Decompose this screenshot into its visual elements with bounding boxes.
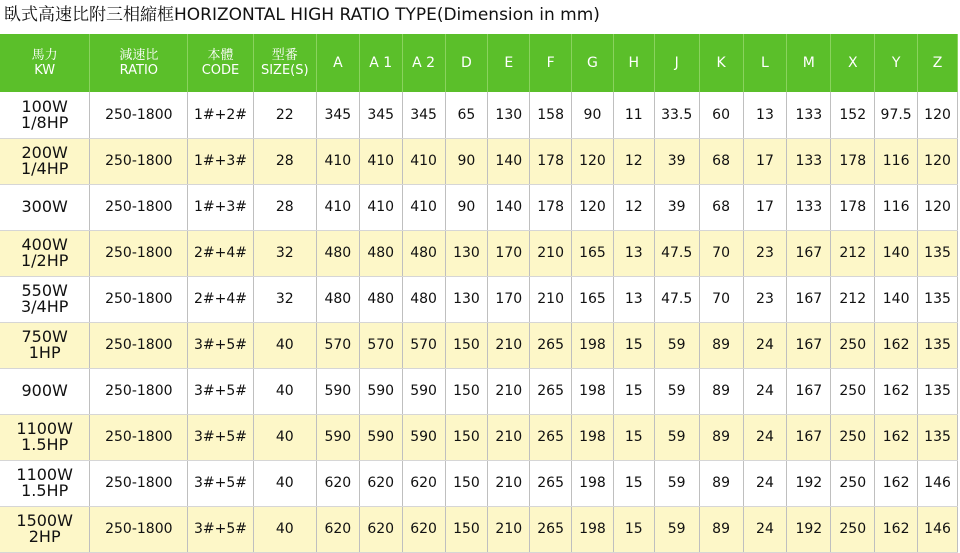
table-row	[0, 230, 958, 276]
table-cell: 12	[613, 184, 654, 230]
table-cell: 2#+4#	[188, 230, 253, 276]
power-text: 550W	[21, 281, 68, 300]
table-cell: 178	[831, 184, 875, 230]
table-cell: 410	[316, 184, 359, 230]
table-cell: 22	[253, 92, 316, 138]
power-text: 2HP	[28, 527, 61, 546]
table-cell: 13	[613, 276, 654, 322]
table-cell: 265	[530, 368, 572, 414]
table-cell: 135	[918, 230, 958, 276]
header-text: 減速比	[119, 48, 159, 63]
table-cell: 590	[316, 414, 359, 460]
table-cell: 40	[253, 322, 316, 368]
power-cell	[0, 230, 90, 276]
column-header	[445, 34, 488, 92]
page-title: 臥式高速比附三相縮框HORIZONTAL HIGH RATIO TYPE(Dimension in mm)	[4, 5, 600, 25]
power-cell	[0, 184, 90, 230]
table-cell: 198	[572, 414, 614, 460]
table-cell: 90	[445, 184, 488, 230]
table-cell: 146	[918, 506, 958, 552]
table-cell: 265	[530, 460, 572, 506]
power-text: 1/8HP	[20, 112, 69, 132]
table-cell: 480	[316, 276, 359, 322]
table-cell: 120	[918, 138, 958, 184]
table-cell: 480	[359, 230, 402, 276]
table-row	[0, 414, 958, 460]
table-cell: 250-1800	[90, 506, 188, 552]
table-cell: 620	[402, 460, 445, 506]
table-cell: 250-1800	[90, 414, 188, 460]
table-cell: 11	[613, 92, 654, 138]
table-cell: 140	[875, 276, 918, 322]
table-cell: 47.5	[654, 230, 699, 276]
table-cell: 192	[787, 506, 831, 552]
table-cell: 59	[654, 368, 699, 414]
table-cell: 89	[699, 414, 743, 460]
table-cell: 40	[253, 506, 316, 552]
column-header	[743, 34, 787, 92]
table-cell: 590	[359, 414, 402, 460]
column-header	[402, 34, 445, 92]
table-cell: 570	[359, 322, 402, 368]
table-cell: 250	[831, 506, 875, 552]
power-text: 400W	[21, 235, 68, 254]
table-cell: 480	[316, 230, 359, 276]
table-row	[0, 322, 958, 368]
table-cell: 250	[831, 414, 875, 460]
power-text: 1500W	[16, 511, 73, 530]
table-cell: 410	[359, 138, 402, 184]
table-cell: 130	[445, 276, 488, 322]
table-cell: 198	[572, 460, 614, 506]
table-cell: 59	[654, 460, 699, 506]
table-cell: 97.5	[875, 92, 918, 138]
table-cell: 178	[530, 138, 572, 184]
table-cell: 15	[613, 506, 654, 552]
table-cell: 17	[743, 138, 787, 184]
table-cell: 178	[530, 184, 572, 230]
table-cell: 265	[530, 506, 572, 552]
table-cell: 120	[572, 184, 614, 230]
table-cell: 23	[743, 230, 787, 276]
header-text: L	[761, 54, 769, 71]
header-text: M	[802, 54, 815, 71]
table-cell: 68	[699, 184, 743, 230]
column-header	[359, 34, 402, 92]
table-cell: 250	[831, 368, 875, 414]
power-cell	[0, 368, 90, 414]
table-cell: 210	[488, 460, 530, 506]
table-cell: 133	[787, 184, 831, 230]
table-cell: 116	[875, 138, 918, 184]
table-cell: 150	[445, 414, 488, 460]
power-text: 1/2HP	[20, 251, 69, 270]
table-cell: 120	[918, 184, 958, 230]
table-row	[0, 92, 958, 138]
table-cell: 59	[654, 506, 699, 552]
column-header	[572, 34, 614, 92]
table-cell: 90	[445, 138, 488, 184]
table-cell: 570	[316, 322, 359, 368]
table-cell: 162	[875, 506, 918, 552]
table-cell: 192	[787, 460, 831, 506]
table-cell: 28	[253, 138, 316, 184]
table-cell: 146	[918, 460, 958, 506]
table-cell: 70	[699, 230, 743, 276]
table-cell: 24	[743, 368, 787, 414]
table-cell: 3#+5#	[188, 506, 253, 552]
power-text: 900W	[21, 381, 68, 400]
table-cell: 210	[530, 230, 572, 276]
power-cell	[0, 460, 90, 506]
header-text: J	[674, 54, 679, 71]
table-cell: 15	[613, 414, 654, 460]
table-cell: 410	[402, 184, 445, 230]
table-cell: 250-1800	[90, 138, 188, 184]
power-text: 1/4HP	[20, 159, 69, 178]
table-row	[0, 184, 958, 230]
header-text: E	[504, 54, 514, 71]
table-cell: 178	[831, 138, 875, 184]
column-header	[875, 34, 918, 92]
table-cell: 150	[445, 506, 488, 552]
table-header-row	[0, 34, 958, 92]
table-cell: 167	[787, 414, 831, 460]
power-text: 200W	[21, 143, 68, 162]
table-cell: 210	[488, 506, 530, 552]
table-cell: 167	[787, 368, 831, 414]
table-cell: 89	[699, 460, 743, 506]
table-cell: 265	[530, 322, 572, 368]
table-cell: 620	[359, 506, 402, 552]
header-text: KW	[34, 63, 56, 78]
dimension-table	[0, 34, 958, 553]
table-cell: 410	[402, 138, 445, 184]
table-cell: 39	[654, 184, 699, 230]
table-cell: 89	[699, 506, 743, 552]
table-cell: 250-1800	[90, 460, 188, 506]
table-cell: 24	[743, 414, 787, 460]
table-cell: 33.5	[654, 92, 699, 138]
column-header	[654, 34, 699, 92]
table-cell: 15	[613, 368, 654, 414]
table-cell: 15	[613, 322, 654, 368]
table-cell: 590	[402, 368, 445, 414]
header-text: H	[628, 54, 640, 71]
table-cell: 2#+4#	[188, 276, 253, 322]
table-cell: 32	[253, 276, 316, 322]
table-cell: 167	[787, 276, 831, 322]
table-cell: 1#+3#	[188, 138, 253, 184]
header-text: A 1	[369, 54, 393, 71]
table-cell: 140	[875, 230, 918, 276]
table-cell: 250-1800	[90, 368, 188, 414]
column-header	[316, 34, 359, 92]
table-cell: 210	[488, 368, 530, 414]
table-cell: 89	[699, 368, 743, 414]
table-cell: 250-1800	[90, 322, 188, 368]
table-cell: 39	[654, 138, 699, 184]
table-row	[0, 368, 958, 414]
table-cell: 24	[743, 322, 787, 368]
header-text: A 2	[412, 54, 436, 71]
table-cell: 170	[488, 230, 530, 276]
table-row	[0, 138, 958, 184]
table-row	[0, 506, 958, 552]
table-cell: 120	[572, 138, 614, 184]
table-cell: 590	[359, 368, 402, 414]
table-cell: 250-1800	[90, 230, 188, 276]
table-cell: 13	[613, 230, 654, 276]
table-cell: 167	[787, 322, 831, 368]
table-cell: 24	[743, 506, 787, 552]
table-cell: 65	[445, 92, 488, 138]
table-cell: 130	[445, 230, 488, 276]
column-header	[488, 34, 530, 92]
header-text: 本體	[207, 48, 234, 63]
power-text: 3/4HP	[20, 297, 69, 316]
column-header	[253, 34, 316, 92]
column-header	[831, 34, 875, 92]
table-cell: 158	[530, 92, 572, 138]
table-cell: 40	[253, 460, 316, 506]
power-text: 1.5HP	[21, 435, 69, 454]
power-cell	[0, 138, 90, 184]
table-cell: 133	[787, 92, 831, 138]
table-cell: 140	[488, 184, 530, 230]
table-cell: 345	[359, 92, 402, 138]
table-cell: 1#+2#	[188, 92, 253, 138]
table-cell: 3#+5#	[188, 322, 253, 368]
table-cell: 150	[445, 368, 488, 414]
table-cell: 59	[654, 414, 699, 460]
power-cell	[0, 506, 90, 552]
table-cell: 15	[613, 460, 654, 506]
column-header	[699, 34, 743, 92]
table-cell: 90	[572, 92, 614, 138]
column-header	[188, 34, 253, 92]
table-cell: 135	[918, 276, 958, 322]
table-row	[0, 460, 958, 506]
header-text: RATIO	[119, 63, 159, 78]
header-text: G	[587, 54, 598, 71]
table-cell: 480	[359, 276, 402, 322]
header-text: X	[847, 54, 858, 71]
table-cell: 590	[402, 414, 445, 460]
table-cell: 250-1800	[90, 276, 188, 322]
table-cell: 3#+5#	[188, 368, 253, 414]
table-cell: 150	[445, 322, 488, 368]
table-cell: 130	[488, 92, 530, 138]
table-cell: 250-1800	[90, 92, 188, 138]
table-cell: 198	[572, 322, 614, 368]
table-cell: 17	[743, 184, 787, 230]
table-cell: 135	[918, 368, 958, 414]
table-cell: 345	[316, 92, 359, 138]
table-cell: 150	[445, 460, 488, 506]
table-cell: 32	[253, 230, 316, 276]
power-cell	[0, 322, 90, 368]
table-cell: 410	[316, 138, 359, 184]
table-cell: 480	[402, 276, 445, 322]
table-cell: 162	[875, 368, 918, 414]
table-cell: 345	[402, 92, 445, 138]
table-cell: 590	[316, 368, 359, 414]
table-cell: 133	[787, 138, 831, 184]
table-cell: 165	[572, 276, 614, 322]
table-cell: 620	[359, 460, 402, 506]
power-text: 300W	[21, 197, 68, 216]
header-text: CODE	[201, 63, 240, 78]
table-cell: 68	[699, 138, 743, 184]
table-cell: 135	[918, 322, 958, 368]
power-text: 1100W	[16, 419, 73, 438]
power-text: 100W	[21, 96, 68, 116]
table-cell: 1#+3#	[188, 184, 253, 230]
table-cell: 198	[572, 368, 614, 414]
table-cell: 140	[488, 138, 530, 184]
table-cell: 212	[831, 230, 875, 276]
column-header	[530, 34, 572, 92]
table-cell: 116	[875, 184, 918, 230]
table-cell: 24	[743, 460, 787, 506]
column-header	[918, 34, 958, 92]
table-row	[0, 276, 958, 322]
table-cell: 59	[654, 322, 699, 368]
table-cell: 152	[831, 92, 875, 138]
table-cell: 167	[787, 230, 831, 276]
table-cell: 210	[488, 414, 530, 460]
column-header	[0, 34, 90, 92]
table-cell: 40	[253, 368, 316, 414]
header-text: A	[333, 54, 343, 71]
header-text: Z	[932, 54, 943, 71]
header-text: D	[461, 54, 472, 71]
header-text: SIZE(S)	[260, 63, 309, 78]
table-cell: 23	[743, 276, 787, 322]
table-cell: 89	[699, 322, 743, 368]
table-cell: 265	[530, 414, 572, 460]
header-text: 型番	[271, 48, 298, 63]
power-cell	[0, 276, 90, 322]
table-cell: 28	[253, 184, 316, 230]
table-cell: 60	[699, 92, 743, 138]
table-cell: 210	[488, 322, 530, 368]
column-header	[613, 34, 654, 92]
table-cell: 250-1800	[90, 184, 188, 230]
header-text: Y	[891, 54, 901, 71]
table-cell: 162	[875, 460, 918, 506]
table-cell: 620	[402, 506, 445, 552]
column-header	[787, 34, 831, 92]
table-cell: 210	[530, 276, 572, 322]
power-cell	[0, 92, 90, 138]
table-cell: 162	[875, 414, 918, 460]
column-header	[90, 34, 188, 92]
header-text: K	[716, 54, 726, 71]
table-cell: 198	[572, 506, 614, 552]
table-cell: 70	[699, 276, 743, 322]
table-cell: 13	[743, 92, 787, 138]
table-cell: 162	[875, 322, 918, 368]
table-cell: 47.5	[654, 276, 699, 322]
table-cell: 40	[253, 414, 316, 460]
table-cell: 620	[316, 506, 359, 552]
header-text: F	[546, 54, 555, 71]
power-text: 1HP	[28, 343, 61, 362]
table-cell: 3#+5#	[188, 414, 253, 460]
table-cell: 250	[831, 460, 875, 506]
power-text: 1.5HP	[21, 481, 69, 500]
table-cell: 620	[316, 460, 359, 506]
table-cell: 12	[613, 138, 654, 184]
table-cell: 480	[402, 230, 445, 276]
table-cell: 410	[359, 184, 402, 230]
power-cell	[0, 414, 90, 460]
table-cell: 165	[572, 230, 614, 276]
power-text: 1100W	[16, 465, 73, 484]
header-text: 馬力	[31, 48, 58, 63]
table-cell: 570	[402, 322, 445, 368]
table-cell: 250	[831, 322, 875, 368]
power-text: 750W	[21, 327, 68, 346]
table-cell: 3#+5#	[188, 460, 253, 506]
table-cell: 135	[918, 414, 958, 460]
table-cell: 212	[831, 276, 875, 322]
table-cell: 120	[918, 92, 958, 138]
table-cell: 170	[488, 276, 530, 322]
